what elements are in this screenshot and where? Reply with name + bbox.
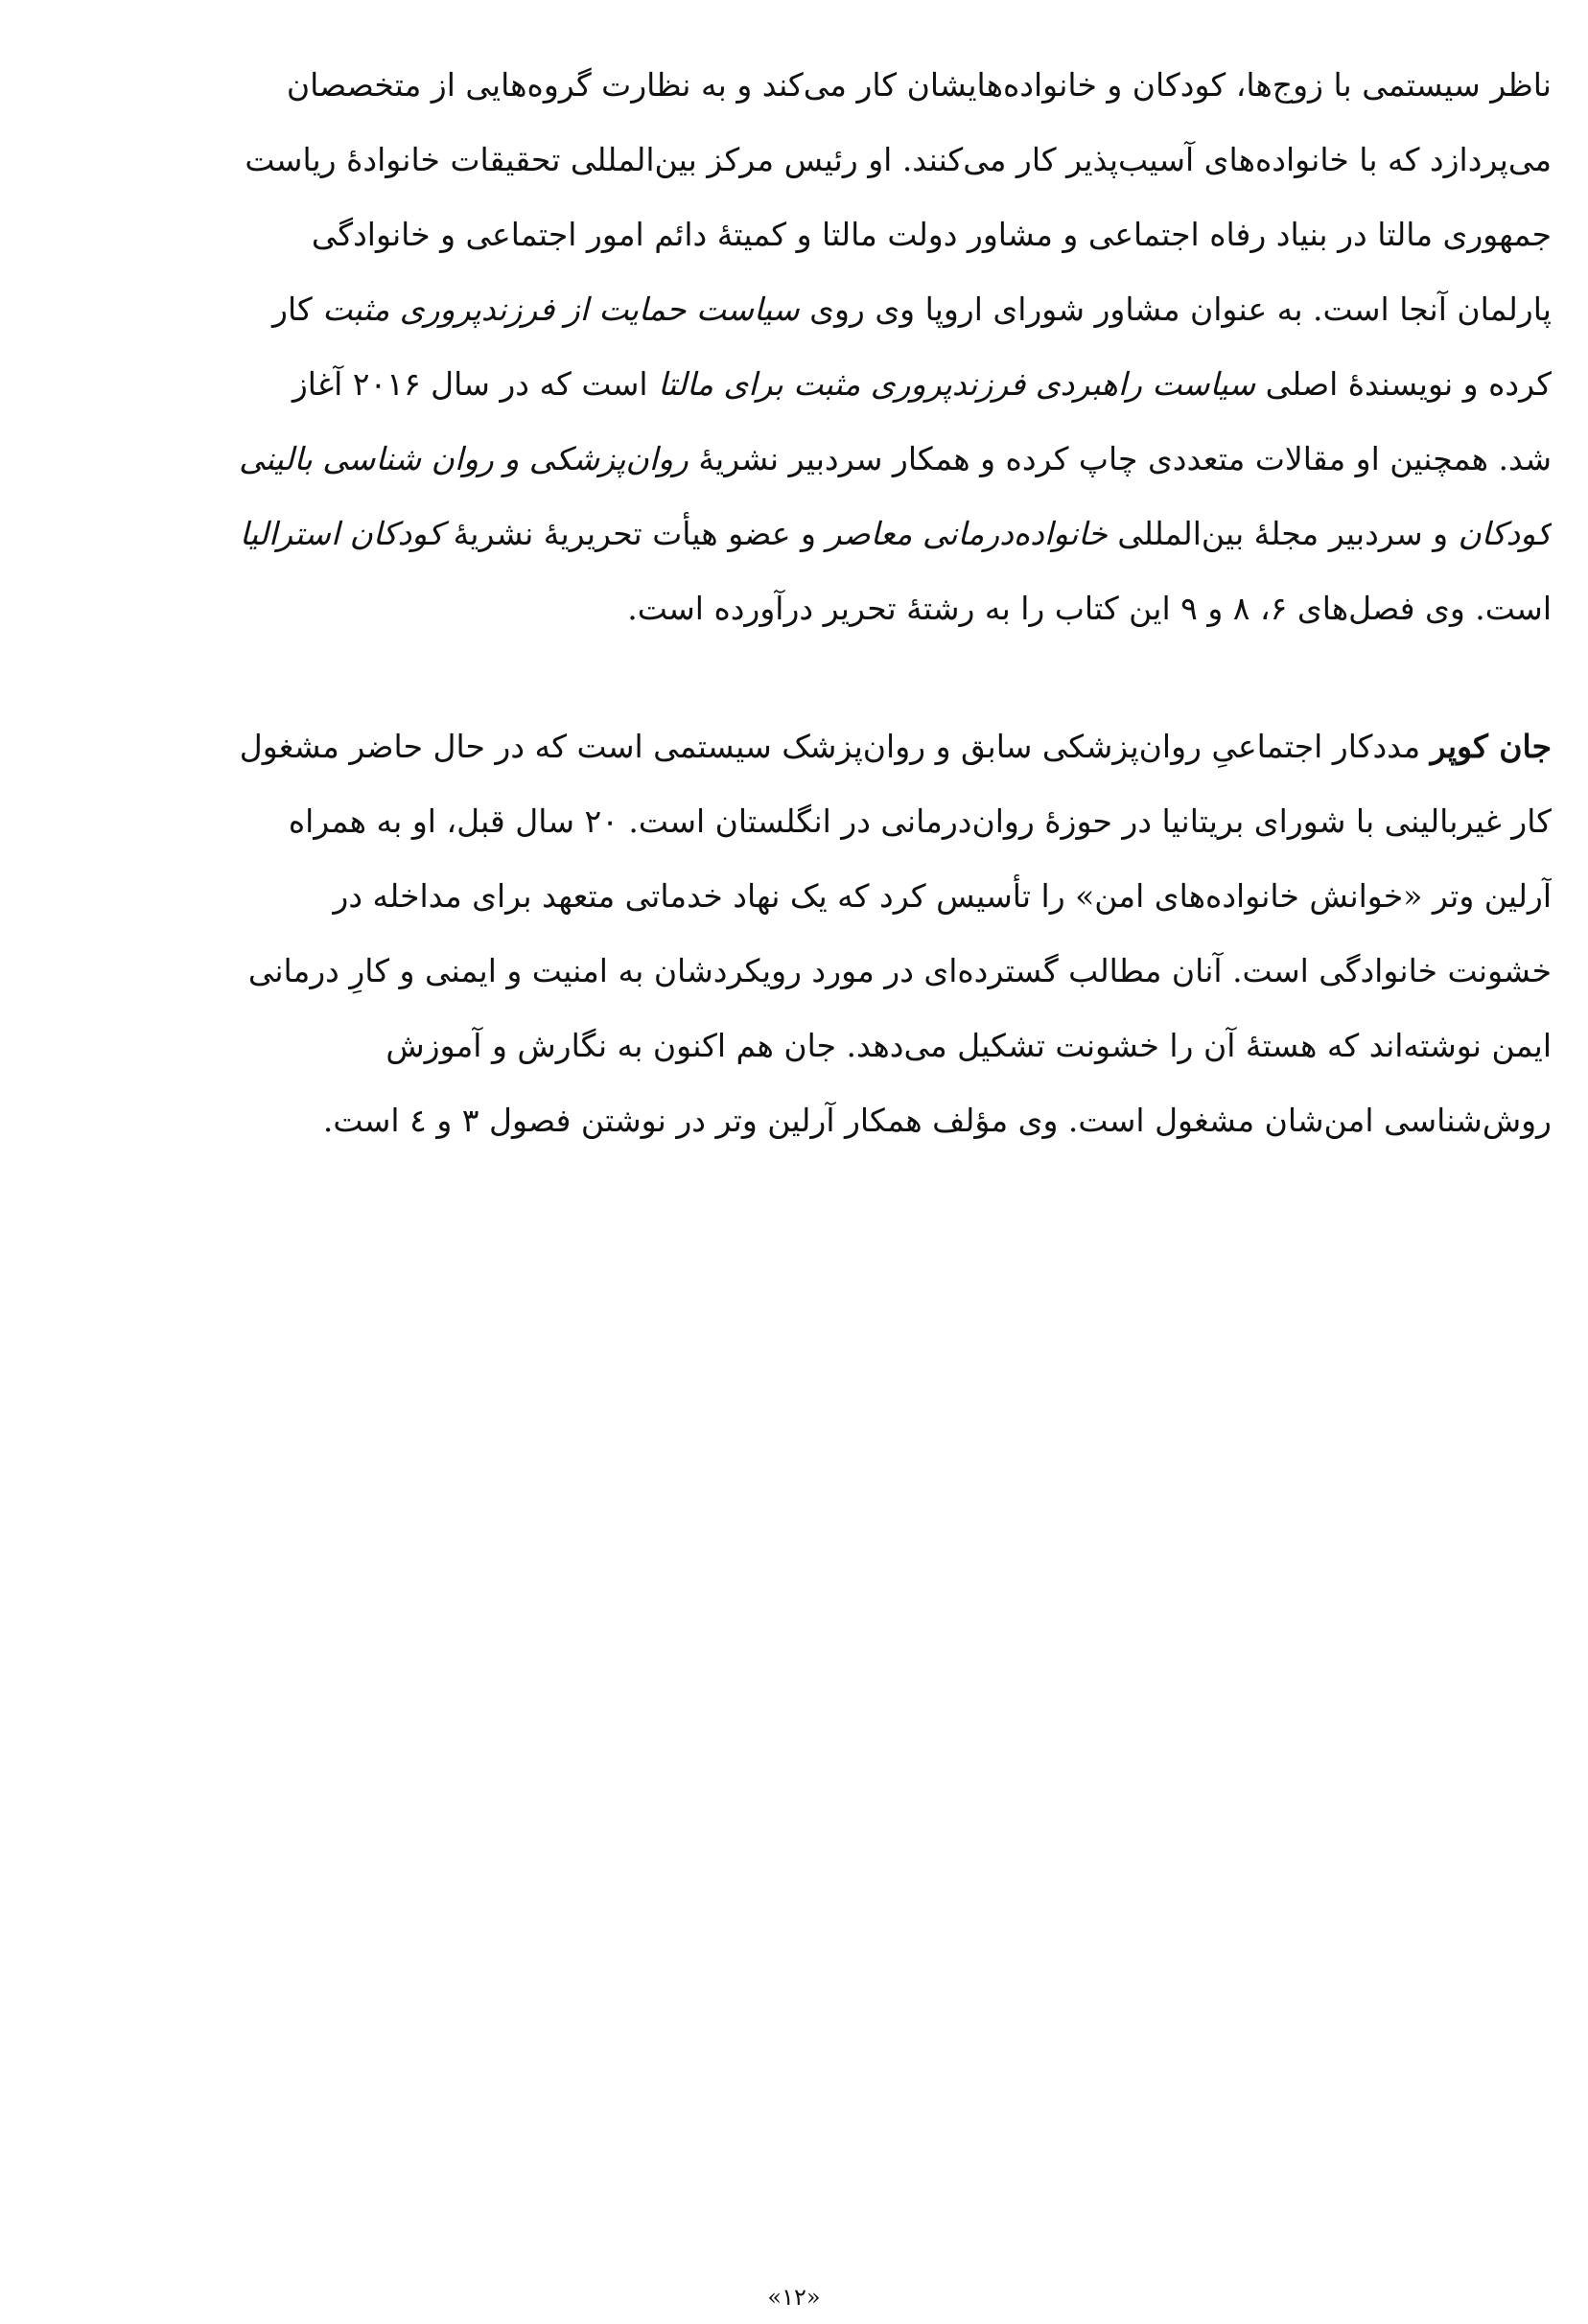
paragraph-line [36, 198, 1552, 272]
text-run: ناظر سیستمی با زوج‌ها، کودکان و خانواده‌هایشان کار می‌کند و به نظارت گروه‌هایی از متخصصان [286, 66, 1552, 104]
paragraph-line [36, 48, 1552, 123]
paragraph-line [36, 571, 1552, 646]
text-run: روش‌شناسی امن‌شان مشغول است. وی مؤلف همکار آرلین وتر در نوشتن فصول ۳ و ٤ است. [322, 1102, 1552, 1139]
paragraph-line [36, 123, 1552, 198]
paragraph-line [36, 784, 1552, 859]
paragraph-line [36, 272, 1552, 347]
text-run: کار غیربالینی با شورای بریتانیا در حوزهٔ روان‌درمانی در انگلستان است. ۲۰ سال قبل، او به همراه [288, 802, 1552, 840]
text-run: کرده و نویسندهٔ اصلی [1255, 365, 1552, 403]
person-name: جان کوپر [1430, 728, 1552, 765]
paragraph-line [36, 709, 1552, 784]
text-run: آرلین وتر «خوانش خانواده‌های امن» را تأسیس کرد که یک نهاد خدماتی متعهد برای مداخله در [333, 877, 1552, 915]
text-run: است. وی فصل‌های ۶، ۸ و ۹ این کتاب را به رشتهٔ تحریر درآورده است. [627, 590, 1552, 627]
italic-title: خانواده‌درمانی معاصر [826, 515, 1108, 552]
paragraph-line [36, 497, 1552, 571]
text-run: می‌پردازد که با خانواده‌های آسیب‌پذیر کار می‌کنند. او رئیس مرکز بین‌المللی تحقیقات خانوادهٔ ریاست [245, 141, 1552, 178]
italic-title: سیاست راهبردی فرزندپروری مثبت برای مالتا [658, 365, 1256, 403]
text-run: است که در سال ۲۰۱۶ آغاز [292, 365, 659, 403]
italic-title: کودکان [1458, 515, 1552, 552]
paragraph-line [36, 934, 1552, 1009]
paragraph-line [36, 1083, 1552, 1158]
italic-title: کودکان استرالیا [239, 515, 444, 552]
paragraph-line [36, 859, 1552, 934]
text-run: و عضو هیأت تحریریهٔ نشریهٔ [443, 515, 827, 552]
italic-title: سیاست حمایت از فرزندپروری مثبت [322, 290, 800, 328]
biography-paragraph-1 [36, 48, 1552, 646]
biography-paragraph-2 [36, 709, 1552, 1158]
paragraph-line [36, 422, 1552, 497]
text-run: پارلمان آنجا است. به عنوان مشاور شورای اروپا وی روی [799, 290, 1552, 328]
italic-title: روان‌پزشکی و روان شناسی بالینی [239, 440, 689, 477]
text-run: ایمن نوشته‌اند که هستهٔ آن را خشونت تشکیل می‌دهد. جان هم اکنون به نگارش و آموزش [385, 1027, 1552, 1064]
page-number: «۱۲» [767, 2284, 821, 2311]
text-run: شد. همچنین او مقالات متعددی چاپ کرده و همکار سردبیر نشریهٔ [688, 440, 1552, 477]
text-run: مددکار اجتماعیِ روان‌پزشکی سابق و روان‌پزشک سیستمی است که در حال حاضر مشغول [239, 728, 1431, 765]
paragraph-line [36, 347, 1552, 422]
text-run: کار [272, 290, 323, 328]
text-run: خشونت خانوادگی است. آنان مطالب گسترده‌ای در مورد رویکردشان به امنیت و ایمنی و کارِ درمانی [247, 952, 1552, 989]
text-run: و سردبیر مجلهٔ بین‌المللی [1107, 515, 1459, 552]
paragraph-line [36, 1009, 1552, 1083]
text-run: جمهوری مالتا در بنیاد رفاه اجتماعی و مشاور دولت مالتا و کمیتهٔ دائم امور اجتماعی و خانوادگی [311, 216, 1552, 253]
